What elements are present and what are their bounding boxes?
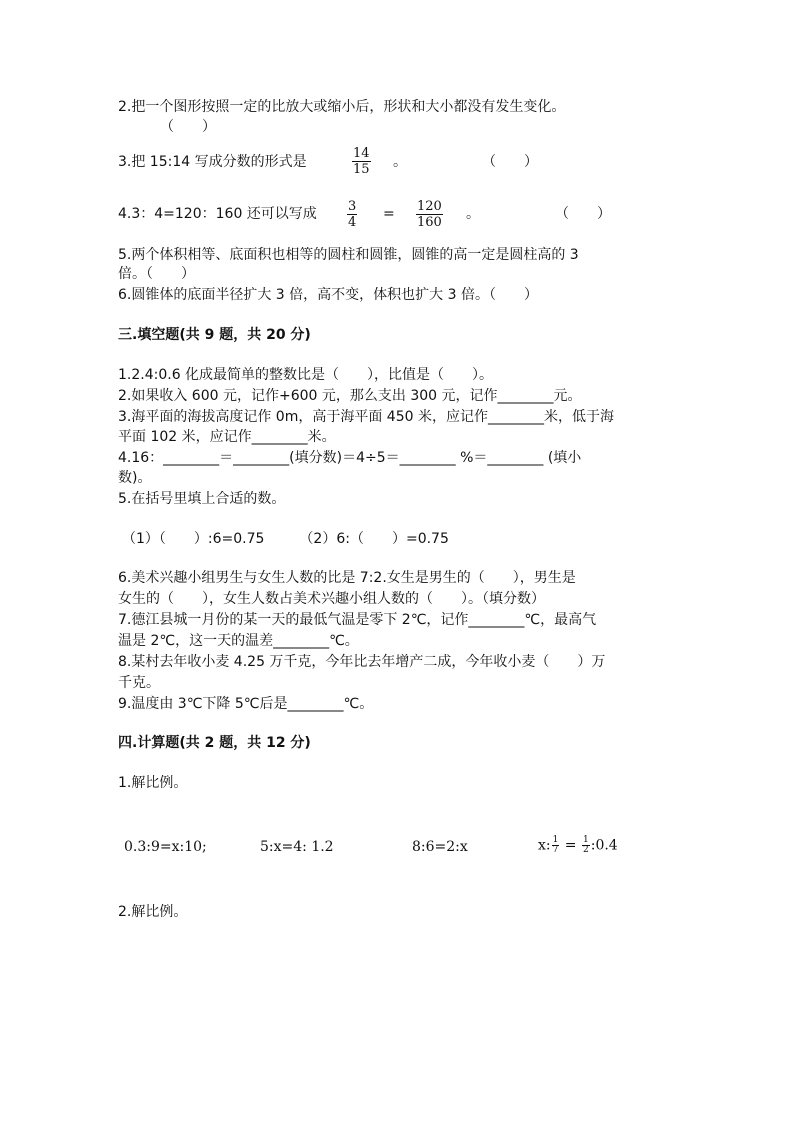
fill-line: 6.美术兴趣小组男生与女生人数的比是 7:2.女生是男生的（ ），男生是 (118, 570, 576, 586)
fraction-numerator: 3 (348, 199, 357, 214)
equation-3: 8:6=2:x (412, 839, 468, 855)
period: 。 (466, 206, 480, 222)
fraction-numerator: 120 (417, 199, 442, 214)
fraction-denominator: 2 (583, 845, 589, 855)
equation-1: 0.3:9=x:10; (124, 839, 207, 855)
fraction-denominator: 7 (552, 845, 559, 855)
fraction (552, 836, 560, 855)
fill-line: 5.在括号里填上合适的数。 (118, 491, 286, 507)
fraction-denominator: 160 (417, 215, 442, 230)
fill-line: 4.16：________＝________(填分数)＝4÷5＝________ %＝________ (填小 (118, 450, 582, 466)
section-heading-calc: 四.计算题(共 2 题，共 12 分) (118, 735, 311, 751)
fill-line: 数)。 (118, 470, 152, 486)
question-3-text: 3.把 15:14 写成分数的形式是 (118, 154, 307, 170)
equation-2: 5:x=4: 1.2 (260, 839, 334, 855)
equals-sign: = (383, 206, 395, 222)
fraction (347, 199, 357, 230)
fill-line: 女生的（ ），女生人数占美术兴趣小组人数的（ ）。（填分数） (118, 591, 545, 607)
equation-4 (538, 836, 618, 855)
question-2-line1: 2.把一个图形按照一定的比放大或缩小后，形状和大小都没有发生变化。 (118, 99, 566, 115)
question-4-text: 4.3：4=120：160 还可以写成 (118, 206, 317, 222)
fill-subquestions: （1）（ ）:6=0.75 （2）6:（ ）=0.75 (122, 531, 449, 547)
answer-paren[interactable]: （ ） (160, 119, 216, 135)
section-heading-fill: 三.填空题(共 9 题，共 20 分) (118, 327, 311, 343)
fill-line: 9.温度由 3℃下降 5℃后是________℃。 (118, 696, 374, 712)
fill-line: 2.如果收入 600 元，记作+600 元，那么支出 300 元，记作________元。 (118, 388, 582, 404)
fill-line: 7.德江县城一月份的某一天的最低气温是零下 2℃，记作________℃，最高气 (118, 612, 597, 628)
fill-line: 1.2.4:0.6 化成最简单的整数比是（ ），比值是（ ）。 (118, 367, 494, 383)
fraction-denominator: 4 (348, 215, 357, 230)
answer-paren[interactable]: （ ） (482, 154, 538, 170)
fraction-numerator: 14 (353, 146, 370, 161)
answer-paren[interactable]: （ ） (555, 206, 611, 222)
equation-4-suffix: :0.4 (590, 837, 618, 854)
question-5-line1: 5.两个体积相等、底面积也相等的圆柱和圆锥，圆锥的高一定是圆柱高的 3 (118, 247, 579, 263)
fill-line: 8.某村去年收小麦 4.25 万千克，今年比去年增产二成，今年收小麦（ ）万 (118, 654, 606, 670)
equation-4-prefix: x: (538, 837, 551, 854)
fraction (582, 836, 590, 855)
equals-sign: = (560, 837, 581, 854)
fill-line: 温是 2℃，这一天的温差________℃。 (118, 633, 359, 649)
calc-question-2: 2.解比例。 (118, 904, 188, 920)
fill-line: 千克。 (118, 675, 160, 691)
fraction-denominator: 15 (353, 162, 370, 177)
fraction (352, 146, 371, 177)
fraction (416, 199, 443, 230)
fraction-numerator: 1 (552, 835, 559, 845)
fill-line: 3.海平面的海拔高度记作 0m，高于海平面 450 米，应记作________米，低于海 (118, 409, 614, 425)
question-5-line2: 倍。（ ） (118, 266, 195, 282)
question-6-line1: 6.圆锥体的底面半径扩大 3 倍，高不变，体积也扩大 3 倍。（ ） (118, 287, 538, 303)
period: 。 (393, 154, 407, 170)
calc-question-1: 1.解比例。 (118, 775, 188, 791)
fill-line: 平面 102 米，应记作________米。 (118, 429, 336, 445)
fraction-numerator: 1 (583, 835, 589, 845)
